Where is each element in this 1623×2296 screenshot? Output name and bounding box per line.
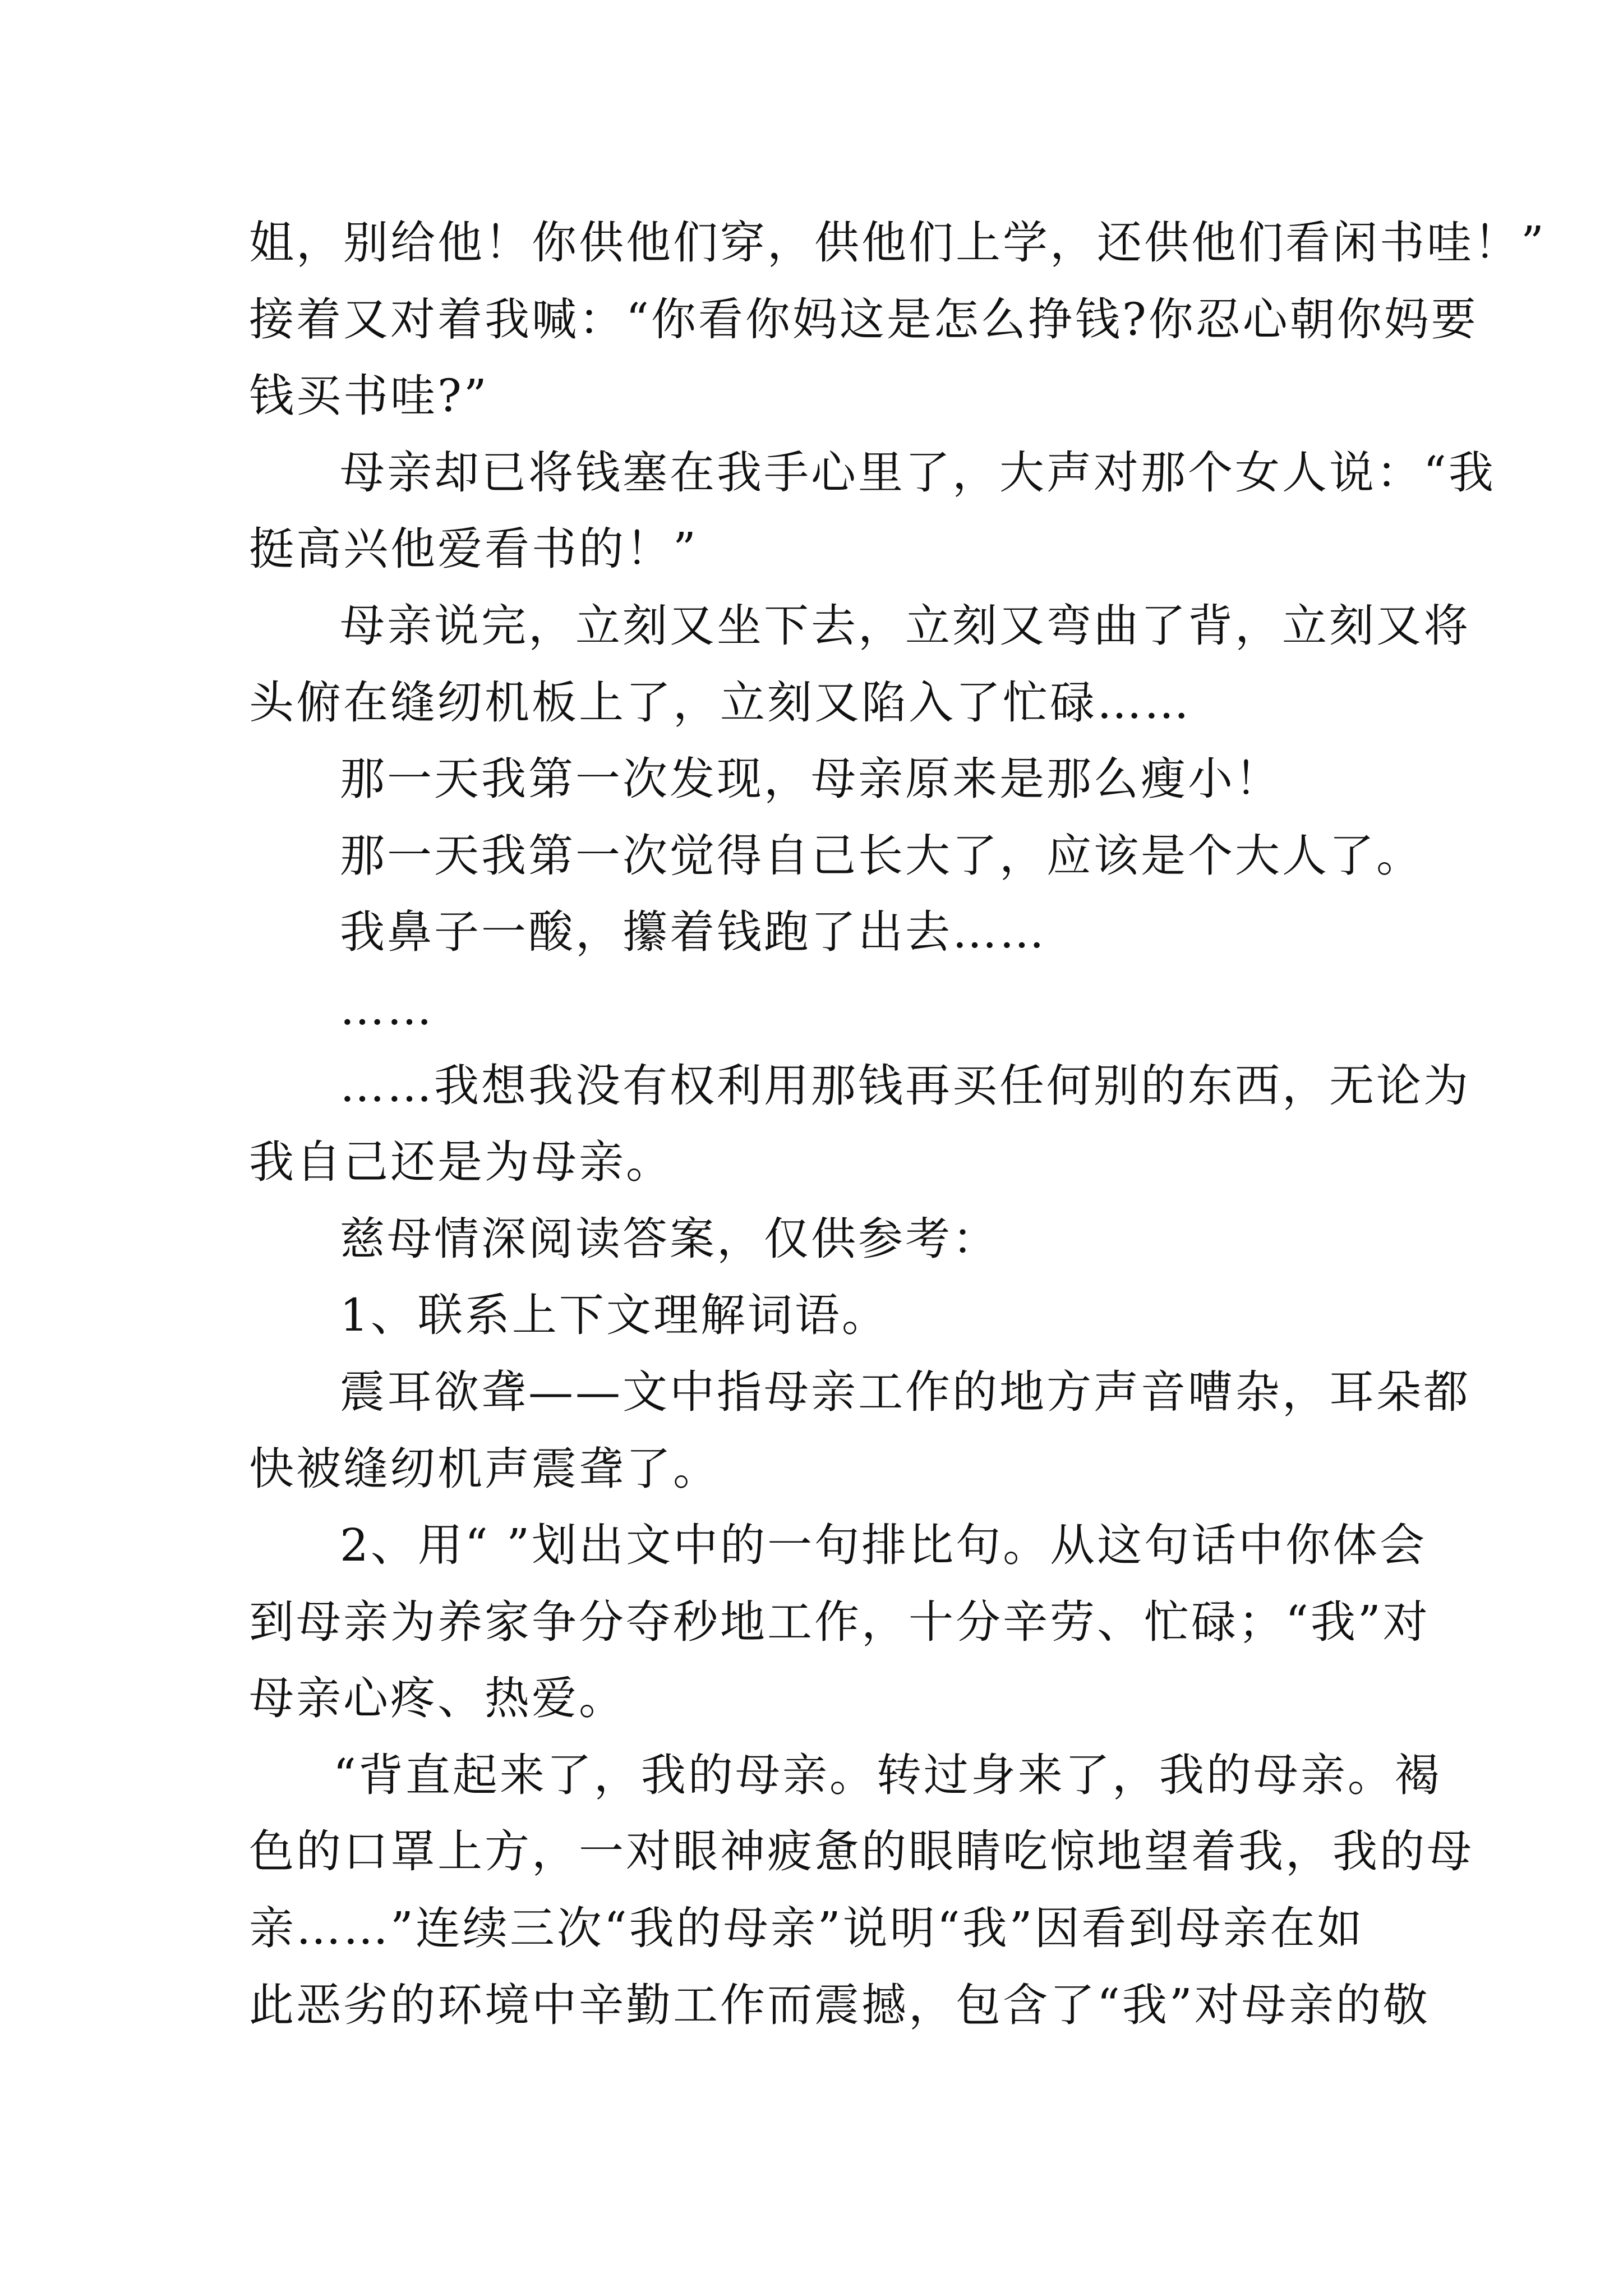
text-line: 母亲心疼、热爱。 xyxy=(249,1672,626,1725)
text-line: 慈母情深阅读答案，仅供参考： xyxy=(340,1212,999,1265)
text-line: …… xyxy=(340,982,434,1035)
text-line: 挺高兴他爱看书的！” xyxy=(249,523,698,576)
body-text xyxy=(249,205,1546,2044)
text-line: “背直起来了，我的母亲。转过身来了，我的母亲。褐 xyxy=(333,1749,1442,1801)
text-line: 钱买书哇?” xyxy=(249,370,489,422)
text-line: 快被缝纫机声震聋了。 xyxy=(249,1442,720,1495)
text-line: 头俯在缝纫机板上了，立刻又陷入了忙碌…… xyxy=(249,676,1191,729)
text-line: 姐，别给他！你供他们穿，供他们上学，还供他们看闲书哇！” xyxy=(249,217,1546,269)
text-line: 2、用“ ”划出文中的一句排比句。从这句话中你体会 xyxy=(340,1519,1427,1572)
text-line: 亲……”连续三次“我的母亲”说明“我”因看到母亲在如 xyxy=(249,1902,1364,1955)
text-line: 此恶劣的环境中辛勤工作而震撼，包含了“我”对母亲的敬 xyxy=(249,1978,1430,2031)
text-line: 震耳欲聋——文中指母亲工作的地方声音嘈杂，耳朵都 xyxy=(340,1365,1470,1418)
text-line: 接着又对着我喊：“你看你妈这是怎么挣钱?你忍心朝你妈要 xyxy=(249,293,1478,346)
text-line: 1、联系上下文理解词语。 xyxy=(340,1289,889,1342)
text-line: 母亲说完，立刻又坐下去，立刻又弯曲了背，立刻又将 xyxy=(340,599,1470,652)
text-line: ……我想我没有权利用那钱再买任何别的东西，无论为 xyxy=(340,1059,1470,1112)
text-line: 色的口罩上方，一对眼神疲惫的眼睛吃惊地望着我，我的母 xyxy=(249,1825,1474,1878)
text-line: 那一天我第一次发现，母亲原来是那么瘦小！ xyxy=(340,753,1282,806)
text-line: 母亲却已将钱塞在我手心里了，大声对那个女人说：“我 xyxy=(340,446,1496,499)
text-line: 我自己还是为母亲。 xyxy=(249,1136,673,1189)
text-line: 到母亲为养家争分夺秒地工作，十分辛劳、忙碌；“我”对 xyxy=(249,1595,1430,1648)
text-line: 我鼻子一酸，攥着钱跑了出去…… xyxy=(340,906,1046,959)
text-line: 那一天我第一次觉得自己长大了，应该是个大人了。 xyxy=(340,829,1423,882)
